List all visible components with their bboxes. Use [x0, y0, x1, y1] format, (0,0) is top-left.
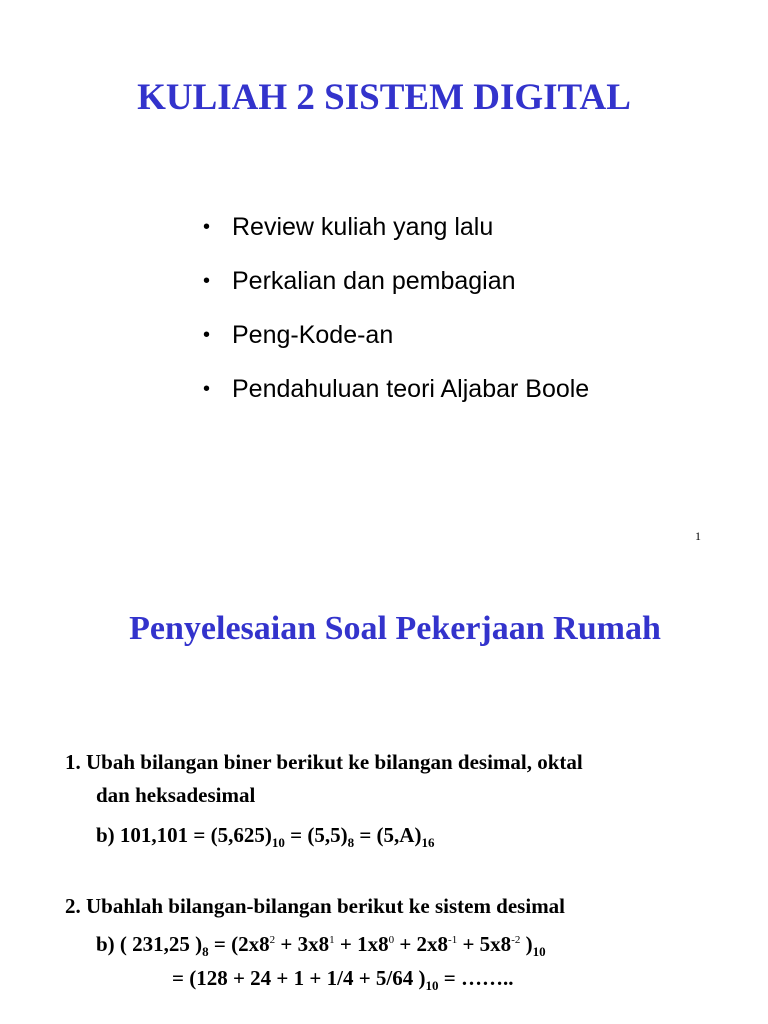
topic-list	[203, 205, 589, 421]
list-item	[203, 367, 589, 421]
question-2-text: 2. Ubahlah bilangan-bilangan berikut ke sistem desimal	[65, 894, 566, 918]
question-1-text-cont: dan heksadesimal	[96, 783, 256, 807]
question-2-answer-cont: = (128 + 24 + 1 + 1/4 + 5/64 )$_{10}$ = ……..	[172, 966, 514, 993]
list-item	[203, 313, 589, 367]
bullet-icon: •	[203, 216, 211, 238]
question-2-answer: b) ( 231,25 )$_8 = (2x8^2 + 3x8^1 + 1x8^0 + 2x8^{-1} + 5x8^{-2}$ )$_{10}$	[96, 932, 546, 959]
list-item-text: Pendahuluan teori Aljabar Boole	[232, 375, 590, 403]
slide-2-title: Penyelesaian Soal Pekerjaan Rumah	[129, 610, 661, 647]
list-item-text: Perkalian dan pembagian	[232, 267, 516, 295]
list-item	[203, 205, 589, 259]
bullet-icon: •	[203, 324, 211, 346]
question-1-text: 1. Ubah bilangan biner berikut ke bilangan desimal, oktal	[65, 750, 583, 774]
list-item-text: Peng-Kode-an	[232, 321, 394, 349]
question-1-answer: b) $101,101 = (5,625)_{10} = (5,5)_8 = (5,A)_{16}$	[96, 823, 435, 850]
page-number: 1	[695, 529, 701, 543]
list-item-text: Review kuliah yang lalu	[232, 213, 494, 241]
bullet-icon: •	[203, 270, 211, 292]
slide-1-title: KULIAH 2 SISTEM DIGITAL	[137, 77, 631, 118]
slide-2	[0, 512, 768, 1024]
bullet-icon: •	[203, 378, 211, 400]
list-item	[203, 259, 589, 313]
